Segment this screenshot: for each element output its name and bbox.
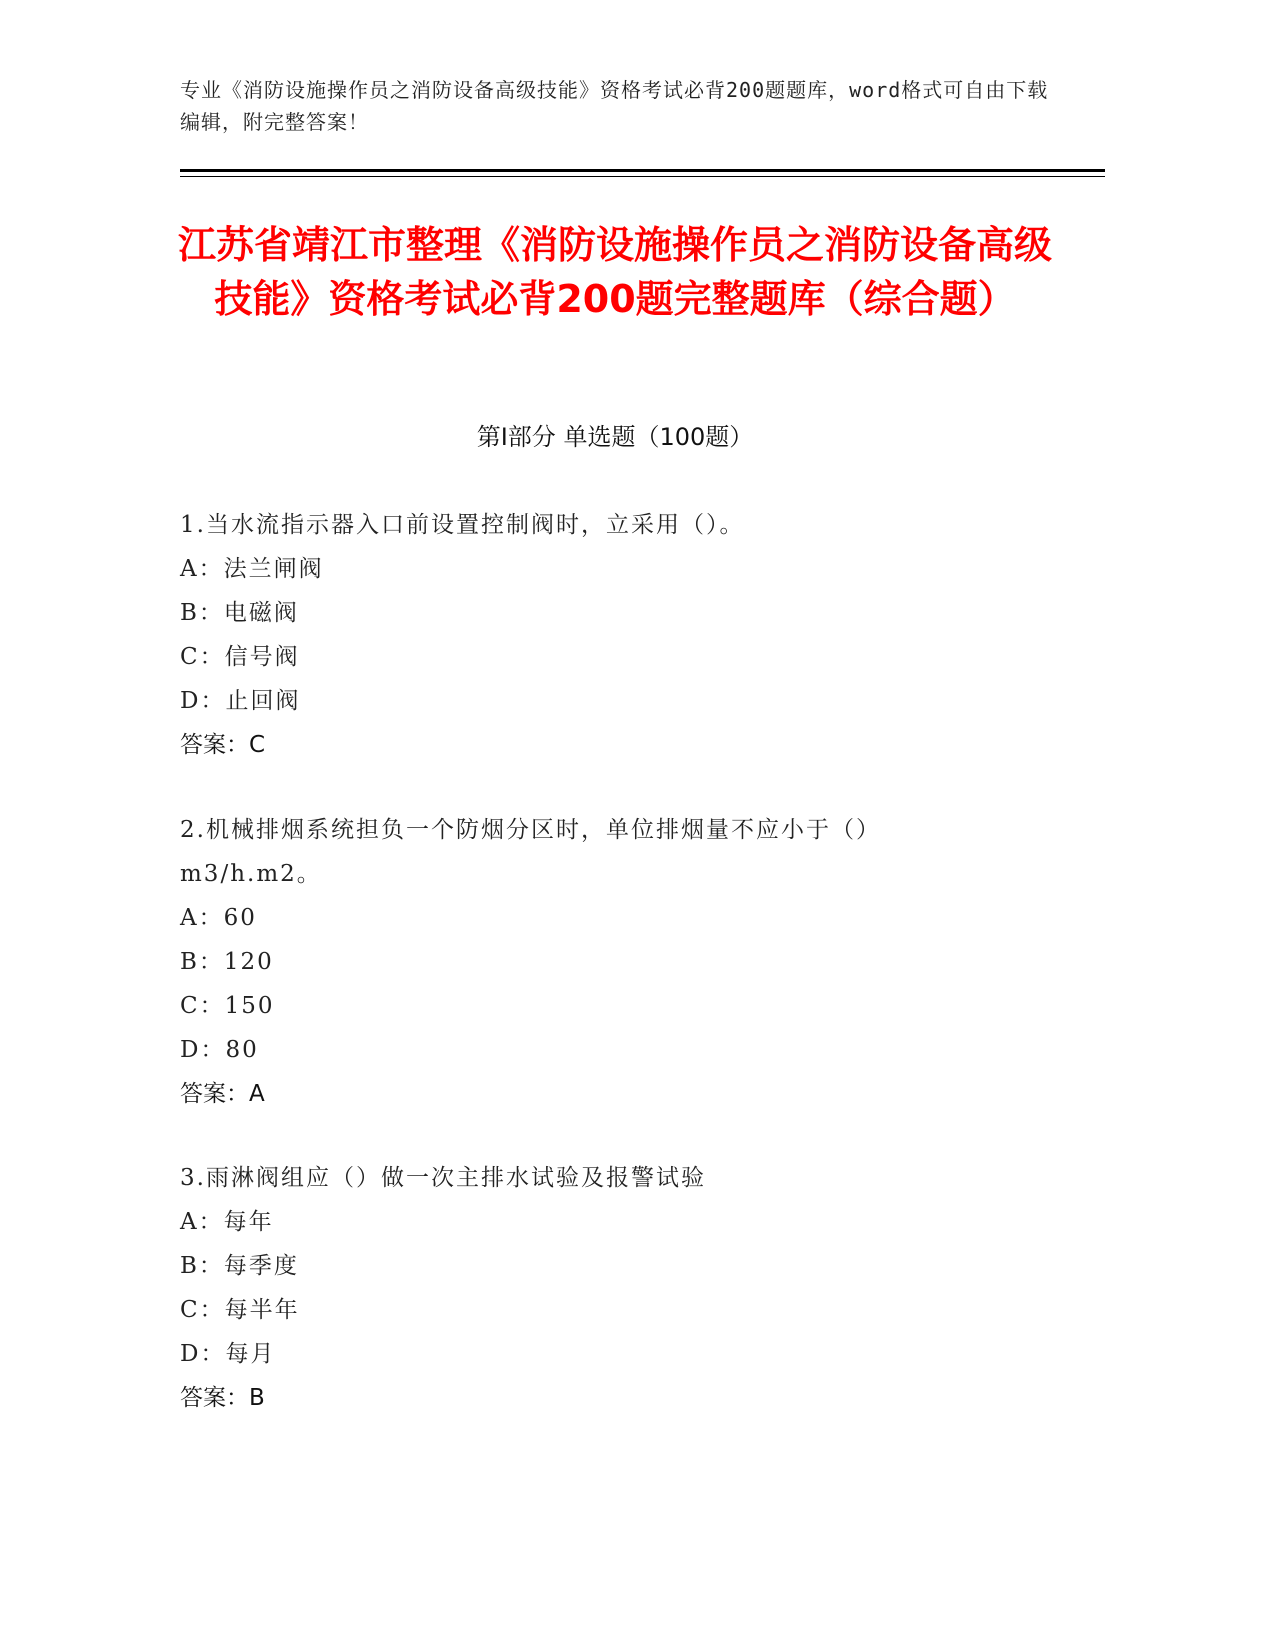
header-note: 专业《消防设施操作员之消防设备高级技能》资格考试必背200题题库，word格式可自由下载编辑，附完整答案！: [180, 78, 1049, 134]
header-divider-thick: [180, 169, 1105, 172]
option-a: A：法兰闸阀: [180, 556, 324, 582]
section-title: 第Ⅰ部分 单选题（100题）: [476, 423, 754, 451]
question-3: [180, 1156, 1080, 1420]
document-title: 江苏省靖江市整理《消防设施操作员之消防设备高级技能》资格考试必背200题完整题库（综合题）: [177, 223, 1052, 321]
option-a: A：60: [180, 905, 257, 931]
option-c: C：150: [180, 993, 275, 1019]
answer-line: 答案：C: [180, 732, 266, 758]
question-1: [180, 503, 1080, 767]
question-stem: 2.机械排烟系统担负一个防烟分区时，单位排烟量不应小于（）m3/h.m2。: [180, 817, 881, 887]
option-c: C：每半年: [180, 1297, 300, 1323]
question-2: [180, 808, 960, 1116]
option-d: D：80: [180, 1037, 259, 1063]
option-d: D：每月: [180, 1341, 276, 1367]
option-c: C：信号阀: [180, 644, 300, 670]
option-d: D：止回阀: [180, 688, 301, 714]
option-b: B：电磁阀: [180, 600, 299, 626]
question-stem: 3.雨淋阀组应（）做一次主排水试验及报警试验: [180, 1165, 706, 1191]
option-b: B：每季度: [180, 1253, 299, 1279]
answer-line: 答案：A: [180, 1081, 265, 1107]
option-b: B：120: [180, 949, 274, 975]
option-a: A：每年: [180, 1209, 274, 1235]
question-stem: 1.当水流指示器入口前设置控制阀时，立采用（）。: [180, 512, 745, 538]
header-divider-thin: [180, 176, 1105, 177]
answer-line: 答案：B: [180, 1385, 265, 1411]
